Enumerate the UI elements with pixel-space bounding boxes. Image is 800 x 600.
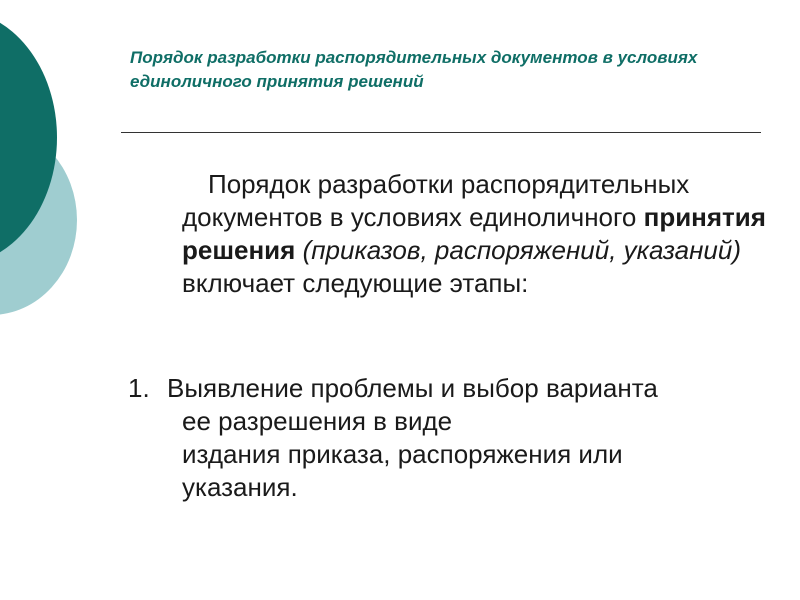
intro-text-part1: Порядок разработки распорядительных документов в условиях единоличного bbox=[182, 169, 690, 232]
list-item bbox=[128, 372, 768, 504]
intro-text-part3: включает следующие этапы: bbox=[182, 268, 529, 298]
list-item-line-3: издания приказа, распоряжения или bbox=[182, 439, 623, 469]
stages-list bbox=[128, 372, 768, 504]
intro-text-part2 bbox=[295, 235, 302, 265]
intro-paragraph bbox=[182, 168, 767, 300]
slide-title: Порядок разработки распорядительных документов в условиях единоличного принятия решений bbox=[130, 48, 698, 91]
intro-text-bold: принятия решения bbox=[182, 202, 766, 265]
list-item-number: 1. bbox=[128, 373, 150, 403]
list-item-line-1: Выявление проблемы и выбор варианта bbox=[167, 373, 658, 403]
title-divider bbox=[121, 132, 761, 133]
list-item-line-2: ее разрешения в виде bbox=[182, 406, 453, 436]
intro-text-italic: (приказов, распоряжений, указаний) bbox=[302, 235, 741, 265]
list-item-line-4: указания. bbox=[182, 472, 298, 502]
